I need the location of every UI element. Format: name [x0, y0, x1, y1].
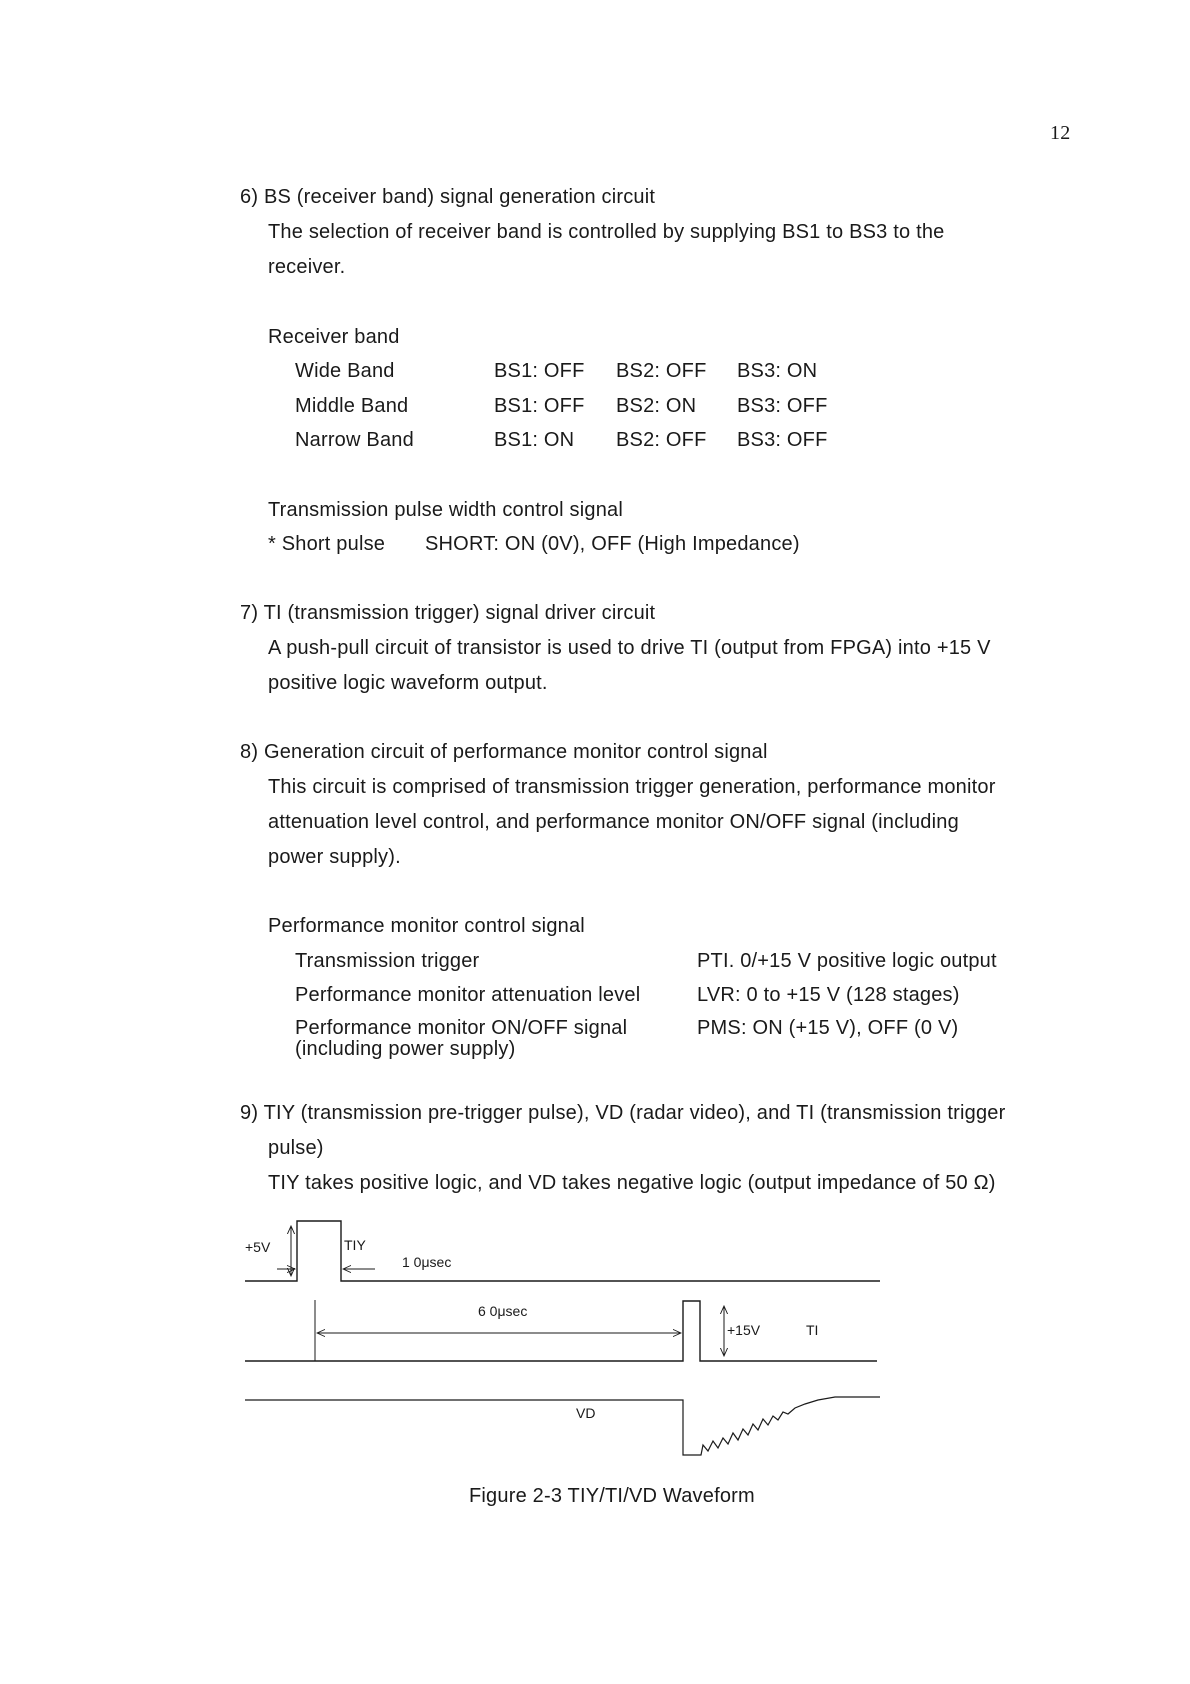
bs1-value: BS1: OFF [494, 395, 585, 417]
short-pulse-value: SHORT: ON (0V), OFF (High Impedance) [425, 533, 800, 555]
signal-name: Performance monitor attenuation level [295, 984, 641, 1006]
signal-value: LVR: 0 to +15 V (128 stages) [697, 984, 960, 1006]
short-pulse-label: * Short pulse [268, 533, 386, 555]
ti-label: TI [806, 1322, 819, 1338]
section-7-text-line1: A push-pull circuit of transistor is used to drive TI (output from FPGA) into +15 V [268, 637, 991, 659]
section-6-text-line1: The selection of receiver band is controlled by supplying BS1 to BS3 to the [268, 221, 945, 243]
page-number: 12 [1050, 122, 1071, 144]
tiy-label: TIY [344, 1237, 366, 1253]
section-8-heading: 8) Generation circuit of performance monitor control signal [240, 741, 768, 763]
section-8-text-line1: This circuit is comprised of transmission trigger generation, performance monitor [268, 776, 996, 798]
bs3-value: BS3: OFF [737, 429, 828, 451]
bs3-value: BS3: OFF [737, 395, 828, 417]
figure-caption: Figure 2-3 TIY/TI/VD Waveform [469, 1485, 755, 1507]
section-7-text-line2: positive logic waveform output. [268, 672, 548, 694]
section-9-heading-line1: 9) TIY (transmission pre-trigger pulse), VD (radar video), and TI (transmission trigger [240, 1102, 1006, 1124]
bs1-value: BS1: ON [494, 429, 575, 451]
section-8-text-line3: power supply). [268, 846, 401, 868]
signal-name-continued: (including power supply) [295, 1038, 516, 1060]
ten-usec-label: 1 0μsec [402, 1254, 452, 1270]
receiver-band-title: Receiver band [268, 326, 400, 348]
plus5v-label: +5V [245, 1239, 271, 1255]
signal-value: PTI. 0/+15 V positive logic output [697, 950, 997, 972]
signal-name: Performance monitor ON/OFF signal [295, 1017, 628, 1039]
section-8-text-line2: attenuation level control, and performance monitor ON/OFF signal (including [268, 811, 959, 833]
pulse-width-title: Transmission pulse width control signal [268, 499, 623, 521]
vd-waveform [245, 1397, 880, 1455]
bs1-value: BS1: OFF [494, 360, 585, 382]
section-6-heading: 6) BS (receiver band) signal generation circuit [240, 186, 656, 208]
tiy-waveform [245, 1221, 880, 1281]
band-name: Middle Band [295, 395, 409, 417]
section-9-text-line1: TIY takes positive logic, and VD takes negative logic (output impedance of 50 Ω) [268, 1172, 996, 1194]
ti-waveform [245, 1301, 877, 1361]
signal-name: Transmission trigger [295, 950, 480, 972]
signal-value: PMS: ON (+15 V), OFF (0 V) [697, 1017, 959, 1039]
bs2-value: BS2: ON [616, 395, 697, 417]
performance-monitor-title: Performance monitor control signal [268, 915, 585, 937]
plus15v-label: +15V [727, 1322, 761, 1338]
section-7-heading: 7) TI (transmission trigger) signal driver circuit [240, 602, 656, 624]
section-9-heading-line2: pulse) [268, 1137, 324, 1159]
bs2-value: BS2: OFF [616, 360, 707, 382]
vd-label: VD [576, 1405, 596, 1421]
bs2-value: BS2: OFF [616, 429, 707, 451]
section-6-text-line2: receiver. [268, 256, 346, 278]
bs3-value: BS3: ON [737, 360, 818, 382]
sixty-usec-label: 6 0μsec [478, 1303, 528, 1319]
band-name: Wide Band [295, 360, 395, 382]
band-name: Narrow Band [295, 429, 414, 451]
